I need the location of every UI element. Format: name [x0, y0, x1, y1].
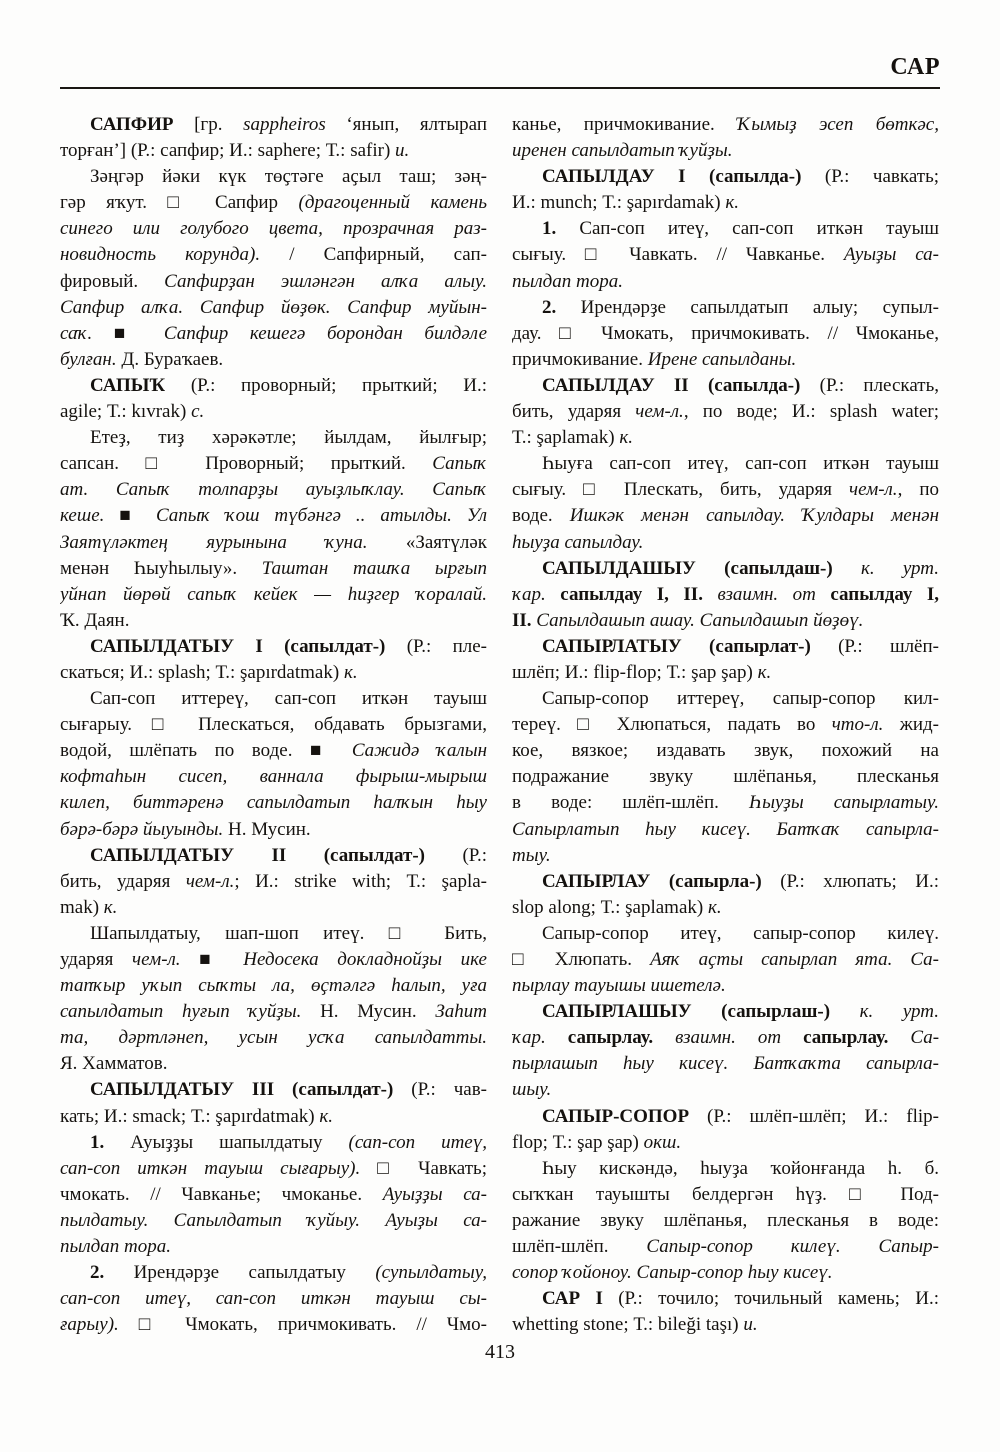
text-run: сапылдау I, II.: [560, 583, 703, 605]
text-run: иренен сапылдатып ҡуйҙы.: [512, 140, 733, 162]
text-run: (супылдатыу,: [375, 1262, 487, 1284]
text-run: к.: [319, 1105, 334, 1127]
text-run: САПЫЛДАТЫУ I (сапылдат-): [90, 635, 386, 657]
text-run: Сап-соп итеү, сап-соп иткән тауыш: [556, 218, 939, 240]
text-line: [60, 1025, 487, 1051]
text-run: к.: [725, 192, 740, 214]
text-line: [60, 817, 487, 843]
text-run: сап-соп итеү, сап-соп иткән тауыш сы-: [60, 1288, 487, 1310]
text-line: [60, 451, 487, 477]
text-run: САПЫЛДАТЫУ III (сапылдат-): [90, 1079, 394, 1101]
text-run: САПЫҠ: [90, 374, 166, 396]
text-run: [653, 1027, 675, 1048]
text-line: [60, 608, 487, 634]
text-line: [60, 1051, 487, 1077]
text-line: [512, 608, 939, 634]
text-run: фировый.: [60, 270, 165, 292]
text-line: [60, 686, 487, 712]
text-line: [512, 660, 939, 686]
text-run: и.: [395, 140, 410, 162]
text-line: [512, 817, 939, 843]
text-run: сопор ҡойоноу. Сапыр-сопор һыу кисеү.: [512, 1262, 833, 1284]
right-column: [512, 112, 939, 1338]
text-run: □ Чавкать;: [360, 1157, 487, 1179]
text-run: ударяя: [60, 949, 133, 970]
text-run: [546, 1027, 568, 1048]
text-line: [512, 895, 939, 921]
text-run: сапылдау I,: [830, 583, 939, 605]
text-line: [60, 1104, 487, 1130]
text-line: [512, 1130, 939, 1156]
text-line: [60, 347, 487, 373]
text-run: сығыу. □ Чавкать. // Чавканье.: [512, 244, 844, 266]
text-run: Сажидә ҡалын: [351, 740, 487, 762]
text-line: [60, 190, 487, 216]
text-line: [60, 477, 487, 503]
text-line: [512, 1025, 939, 1051]
text-line: [60, 895, 487, 921]
text-run: САР I: [542, 1288, 603, 1310]
text-run: ҡар.: [512, 1027, 546, 1049]
text-run: скаться; И.: splash; Т.: şapırdatmak): [60, 661, 344, 683]
text-run: что-л.: [831, 714, 884, 736]
text-run: Зәңгәр йәки күк төҫтәге аҫыл таш; зәң-: [90, 166, 487, 188]
text-run: □ Чмокать, причмокивать. // Чмо-: [118, 1314, 487, 1336]
text-run: сапылдатып һуғып ҡуйҙы.: [60, 1001, 302, 1023]
text-run: сап-соп иткән тауыш сығарыу).: [60, 1157, 361, 1179]
text-run: Заятүләктең яурынына ҡуна.: [60, 531, 368, 553]
text-line: [512, 1077, 939, 1103]
text-line: [60, 1234, 487, 1260]
text-run: ат. Сапыҡ толпарҙы ауыҙлыҡлау. Сапыҡ: [60, 479, 487, 501]
text-run: САПФИР: [90, 114, 174, 135]
text-run: чем-л.: [849, 479, 898, 501]
text-line: [512, 1260, 939, 1286]
text-line: [512, 451, 939, 477]
text-line: [512, 216, 939, 242]
text-run: кое, вязкое; издавать звук, похожий на: [512, 740, 939, 762]
text-run: к.: [707, 896, 722, 918]
text-run: дау. □ Чмокать, причмокивать. // Чмоканье,: [512, 322, 939, 344]
text-run: к. урт.: [859, 1001, 939, 1023]
text-run: һыуҙа сапылдау.: [512, 531, 644, 553]
text-run: ражание звуку шлёпанья, плесканья в воде:: [512, 1209, 939, 1231]
text-line: [512, 1182, 939, 1208]
text-run: кеше.: [60, 505, 105, 527]
text-run: Шапылдатыу, шап-шоп итеү. □ Бить,: [90, 922, 487, 944]
text-run: САПЫРЛАУ (сапырла-): [542, 870, 762, 892]
text-run: Ирендәрҙе сапылдатып алыу; супыл-: [556, 296, 939, 318]
text-run: ғарыу).: [60, 1314, 119, 1336]
text-line: [60, 530, 487, 556]
text-run: и.: [743, 1314, 758, 1336]
text-run: новидность корунда).: [60, 244, 261, 266]
text-line: [512, 373, 939, 399]
text-line: [512, 738, 939, 764]
text-line: [512, 1156, 939, 1182]
header-rule: [60, 87, 940, 89]
text-run: Н. Мусин.: [301, 1001, 436, 1023]
text-run: менән Һыуһылыу».: [60, 557, 262, 579]
text-run: Ҡ. Даян.: [60, 609, 130, 631]
text-line: [512, 790, 939, 816]
text-run: Сапфир кешегә борондан билдәле: [163, 322, 487, 344]
text-run: (Р.: проворный; прыткий; И.:: [165, 374, 487, 396]
text-run: ; И.: strike with; Т.: şapla-: [234, 870, 487, 892]
text-line: [512, 1234, 939, 1260]
text-run: булған.: [60, 348, 117, 370]
text-line: [512, 1104, 939, 1130]
text-line: [60, 1130, 487, 1156]
text-run: slop along; Т.: şaplamak): [512, 896, 708, 918]
text-run: (Р.: хлюпать; И.:: [761, 870, 939, 892]
text-run: кофтаһын сисеп, ваннала фырыш-мырыш: [60, 766, 487, 788]
text-line: [60, 321, 487, 347]
text-run: II.: [512, 609, 532, 631]
text-run: Недосека докладнойҙы ике: [243, 949, 487, 970]
text-line: [512, 712, 939, 738]
text-run: ■: [180, 949, 244, 970]
text-run: окш.: [643, 1131, 682, 1153]
text-run: ■: [104, 505, 156, 527]
text-run: , по воде; И.: splash water;: [683, 401, 939, 423]
text-line: [512, 477, 939, 503]
text-run: тыу.: [512, 844, 551, 866]
text-line: [512, 582, 939, 608]
text-run: ‘янып, ялтырап: [325, 114, 487, 135]
text-run: сапырлау.: [567, 1027, 654, 1049]
text-run: сығарыу. □ Плескаться, обдавать брызгами,: [60, 714, 487, 736]
text-line: [60, 112, 487, 138]
text-line: [60, 216, 487, 242]
text-line: [60, 399, 487, 425]
text-run: та, дәртләнеп, усын усҡа сапылдатты.: [60, 1027, 487, 1049]
text-line: [512, 921, 939, 947]
text-run: Т.: şaplamak): [512, 427, 620, 449]
text-run: [816, 584, 831, 605]
text-run: [гр.: [173, 114, 244, 135]
text-run: ■: [92, 322, 164, 344]
text-line: [512, 164, 939, 190]
text-run: Ауыҙҙы са-: [382, 1183, 487, 1205]
text-run: пылдап тора.: [512, 270, 623, 292]
text-run: Етеҙ, тиҙ хәрәкәтле; йылдам, йылғыр;: [90, 427, 487, 449]
text-run: Са-: [910, 1027, 939, 1049]
text-run: Сапыҡ ҡош түбәнгә .. атылды. Ул: [155, 505, 487, 527]
text-line: [60, 373, 487, 399]
text-run: Сапыр-сопор итеү, сапыр-сопор килеү.: [542, 922, 939, 944]
text-line: [60, 1208, 487, 1234]
text-run: 1.: [542, 218, 557, 240]
text-run: бить, ударяя: [512, 401, 636, 423]
text-run: в воде: шлёп-шлёп.: [512, 792, 750, 814]
text-run: САПЫЛДАТЫУ II (сапылдат-): [90, 844, 425, 866]
text-run: кать; И.: smack; Т.: şapırdatmak): [60, 1105, 320, 1127]
text-run: с.: [191, 401, 205, 423]
text-run: (Р.:: [425, 844, 487, 866]
text-run: пырлау тауышы ишетелә.: [512, 975, 726, 997]
text-line: [60, 1260, 487, 1286]
text-line: [60, 1077, 487, 1103]
text-run: Ауыҙы са-: [843, 244, 939, 266]
text-run: / Сапфирный, сап-: [260, 244, 487, 266]
text-line: [512, 1051, 939, 1077]
running-head: САР: [890, 54, 940, 80]
text-run: сығыу. □ Плескать, бить, ударяя: [512, 479, 850, 501]
text-run: Ҡымыҙ эсеп бөткәс,: [737, 114, 939, 135]
text-run: sappheiros: [243, 114, 326, 135]
text-run: 2.: [542, 296, 557, 318]
text-run: подражание звуку шлёпанья, плесканья: [512, 766, 939, 788]
text-run: синего или голубого цвета, прозрачная раз-: [60, 218, 487, 240]
text-line: [60, 556, 487, 582]
text-line: [60, 973, 487, 999]
text-run: сапсан. □ Проворный; прыткий.: [60, 453, 433, 475]
text-line: [60, 660, 487, 686]
text-run: чем-л.: [185, 870, 235, 892]
text-run: (сап-соп итеү,: [348, 1131, 487, 1153]
text-run: саҡ.: [60, 322, 93, 344]
text-run: канье, причмокивание.: [512, 114, 738, 135]
text-run: САПЫР-СОПОР: [542, 1105, 690, 1127]
text-run: к. урт.: [860, 557, 939, 579]
text-run: [830, 1001, 860, 1022]
text-run: тереү. □ Хлюпаться, падать во: [512, 714, 832, 736]
text-run: взаимн. от: [717, 583, 816, 605]
text-run: шыу.: [512, 1079, 552, 1101]
text-line: [60, 1182, 487, 1208]
left-column: [60, 112, 487, 1338]
text-line: [60, 999, 487, 1025]
text-line: [60, 295, 487, 321]
text-line: [60, 1286, 487, 1312]
text-line: [512, 347, 939, 373]
text-run: [546, 584, 561, 605]
text-run: воде.: [512, 505, 570, 527]
text-run: Ирене сапылданы.: [647, 348, 797, 370]
text-line: [512, 399, 939, 425]
text-run: Сапыҡ: [432, 453, 487, 475]
text-run: Сап-соп иттереү, сап-соп иткән тауыш: [90, 688, 487, 710]
text-run: Ишкәк менән сапылдау. Ҡулдары менән: [569, 505, 939, 527]
text-run: (Р.: точило; точильный камень; И.:: [602, 1288, 939, 1310]
text-line: [60, 164, 487, 190]
text-line: [60, 503, 487, 529]
text-run: чем-л.: [635, 401, 684, 423]
text-run: пылдап тора.: [60, 1236, 171, 1258]
text-run: [781, 1027, 803, 1048]
text-line: [60, 843, 487, 869]
text-line: [512, 269, 939, 295]
text-run: САПЫЛДАШЫУ (сапылдаш-): [542, 557, 833, 579]
text-run: пырлашып һыу кисеү. Батҡаҡта сапырла-: [512, 1053, 939, 1075]
text-run: шлёп-шлёп.: [512, 1236, 647, 1258]
text-line: [60, 712, 487, 738]
text-run: чем-л.: [132, 949, 181, 970]
page-number: 413: [485, 1341, 515, 1363]
text-line: [512, 869, 939, 895]
text-line: [512, 295, 939, 321]
text-run: , по: [897, 479, 939, 501]
text-run: тапҡыр уҡып сыҡты ла, өҫтәлгә һалып, уға: [60, 975, 487, 997]
text-line: [512, 425, 939, 451]
text-run: сыҡҡан тауышты белдергән һүҙ. □ Под-: [512, 1183, 939, 1205]
text-run: [703, 584, 718, 605]
text-line: [60, 1156, 487, 1182]
text-run: к.: [103, 896, 118, 918]
text-line: [512, 321, 939, 347]
text-line: [60, 138, 487, 164]
text-line: [512, 843, 939, 869]
text-run: Һыу кискәндә, һыуҙа ҡойонғанда һ. б.: [542, 1157, 939, 1179]
text-run: □ Хлюпать.: [512, 949, 651, 970]
text-run: взаимн. от: [675, 1027, 782, 1049]
text-run: agile; Т.: kıvrak): [60, 401, 192, 423]
text-run: Н. Мусин.: [223, 818, 311, 840]
text-run: торған’] (Р.: сапфир; И.: saphere; Т.: safir): [60, 140, 396, 162]
text-run: Я. Хамматов.: [60, 1053, 168, 1075]
text-run: Сапырлатып һыу кисеү. Батҡаҡ сапырла-: [512, 818, 939, 840]
text-run: (Р.: шлёп-шлёп; И.: flip-: [689, 1105, 939, 1127]
text-line: [512, 634, 939, 660]
text-line: [60, 582, 487, 608]
text-run: (Р.: пле-: [385, 635, 487, 657]
text-run: whetting stone; Т.: bileği taşı): [512, 1314, 744, 1336]
text-run: [833, 558, 861, 579]
text-line: [60, 869, 487, 895]
text-run: к.: [343, 661, 358, 683]
text-line: [512, 112, 939, 138]
text-line: [512, 1208, 939, 1234]
text-run: Таштан ташҡа ырғып: [261, 557, 487, 579]
text-line: [60, 425, 487, 451]
text-line: [512, 947, 939, 973]
text-line: [60, 764, 487, 790]
text-line: [512, 973, 939, 999]
text-run: 2.: [90, 1262, 105, 1284]
text-run: Ирендәрҙе сапылдатыу: [104, 1262, 376, 1284]
text-line: [512, 503, 939, 529]
text-run: бәрә-бәрә йыуынды.: [60, 818, 224, 840]
text-run: Сапылдашып ашау. Сапылдашып йөҙөү.: [536, 609, 864, 631]
text-line: [60, 947, 487, 973]
text-run: (Р.: чавкать;: [801, 166, 939, 188]
text-run: (Р.: шлёп-: [810, 635, 939, 657]
text-run: бить, ударяя: [60, 870, 186, 892]
text-run: чмокать. // Чавканье; чмоканье.: [60, 1183, 383, 1205]
text-line: [512, 242, 939, 268]
text-line: [512, 999, 939, 1025]
text-run: жид-: [883, 714, 939, 736]
text-run: шлёп; И.: flip-flop; Т.: şap şap): [512, 661, 758, 683]
text-line: [512, 530, 939, 556]
text-line: [60, 738, 487, 764]
text-run: Һыуға сап-соп итеү, сап-соп иткән тауыш: [542, 453, 939, 475]
text-run: mak): [60, 896, 104, 918]
text-line: [512, 190, 939, 216]
text-line: [60, 790, 487, 816]
text-run: flop; Т.: şap şap): [512, 1131, 644, 1153]
text-line: [60, 269, 487, 295]
text-line: [512, 1286, 939, 1312]
text-line: [512, 138, 939, 164]
text-run: водой, шлёпать по воде. ■: [60, 740, 352, 762]
text-run: пылдатыу. Сапылдатып ҡуйыу. Ауыҙы са-: [60, 1209, 487, 1231]
text-run: Ауыҙҙы шапылдатыу: [104, 1131, 349, 1153]
text-line: [60, 634, 487, 660]
text-run: Сапыр-сопор килеү. Сапыр-: [646, 1236, 939, 1258]
text-run: Аяҡ аҫты сапырлап ята. Са-: [650, 949, 939, 970]
text-line: [60, 1312, 487, 1338]
text-run: уйнап йөрөй сапыҡ кейек — һиҙгер ҡоралай.: [60, 583, 487, 605]
text-run: САПЫРЛАШЫУ (сапырлаш-): [542, 1001, 831, 1023]
text-run: ҡар.: [512, 583, 546, 605]
text-run: сапырлау.: [803, 1027, 889, 1049]
text-run: САПЫЛДАУ II (сапылда-): [542, 374, 801, 396]
text-run: Һыуҙы сапырлатыу.: [749, 792, 939, 814]
text-run: (драгоценный камень: [298, 192, 487, 214]
text-run: Сапфир алҡа. Сапфир йөҙөк. Сапфир муйын-: [60, 296, 487, 318]
text-run: И.: munch; Т.: şapırdamak): [512, 192, 726, 214]
text-run: (Р.: чав-: [393, 1079, 487, 1101]
text-columns: [60, 112, 940, 1338]
text-run: к.: [757, 661, 772, 683]
text-line: [512, 556, 939, 582]
text-run: к.: [619, 427, 633, 449]
text-run: Сапыр-сопор иттереү, сапыр-сопор кил-: [542, 688, 939, 710]
text-run: «Заятүләк: [367, 531, 487, 553]
text-run: Д. Бураҡаев.: [116, 348, 224, 370]
text-line: [512, 686, 939, 712]
text-run: [888, 1027, 910, 1048]
text-line: [60, 921, 487, 947]
text-run: Сапфирҙан эшләнгән алҡа алыу.: [164, 270, 487, 292]
text-run: килеп, биттәренә сапылдатып һалҡын һыу: [60, 792, 487, 814]
text-run: САПЫЛДАУ I (сапылда-): [542, 166, 802, 188]
text-run: причмокивание.: [512, 348, 648, 370]
text-run: (Р.: плескать,: [800, 374, 939, 396]
text-run: Заһит: [435, 1001, 487, 1023]
text-line: [60, 242, 487, 268]
text-run: гәр яҡут. □ Сапфир: [60, 192, 299, 214]
text-line: [512, 764, 939, 790]
text-run: 1.: [90, 1131, 105, 1153]
text-line: [512, 1312, 939, 1338]
text-run: САПЫРЛАТЫУ (сапырлат-): [542, 635, 811, 657]
